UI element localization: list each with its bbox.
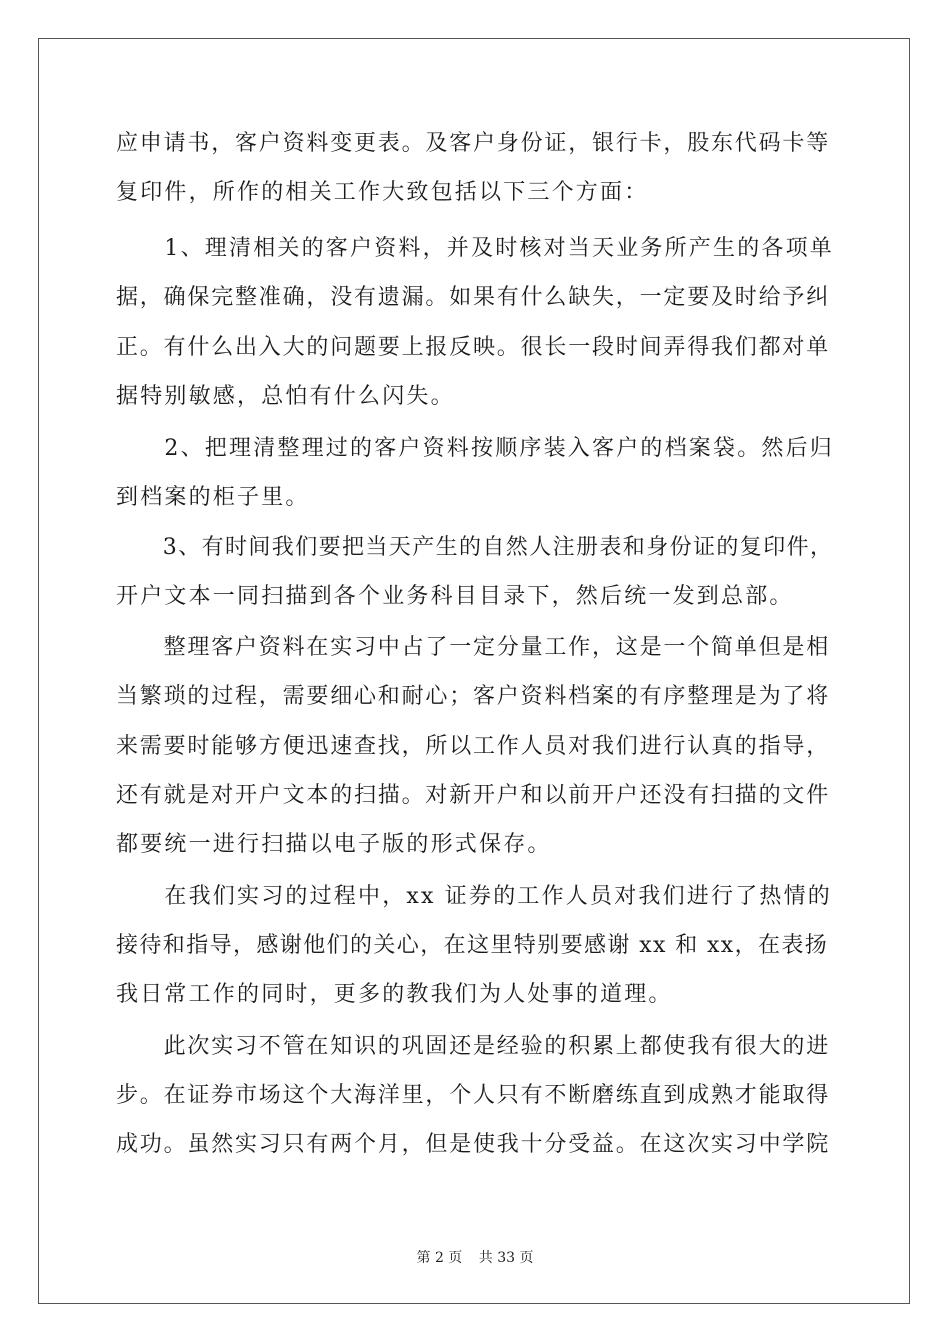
text-line: 成功。虽然实习只有两个月，但是使我十分受益。在这次实习中学院 (116, 1132, 831, 1157)
text-line: 此次实习不管在知识的巩固还是经验的积累上都使我有很大的进 (116, 1034, 831, 1059)
text-line: 接待和指导，感谢他们的关心，在这里特别要感谢 xx 和 xx，在表扬 (116, 933, 829, 958)
text-line: 1、理清相关的客户资料，并及时核对当天业务所产生的各项单 (116, 236, 834, 261)
text-line: 应申请书，客户资料变更表。及客户身份证，银行卡，股东代码卡等 (116, 131, 831, 156)
text-line: 整理客户资料在实习中占了一定分量工作，这是一个简单但是相 (116, 635, 831, 660)
text-line: 都要统一进行扫描以电子版的形式保存。 (116, 832, 552, 857)
text-line: 开户文本一同扫描到各个业务科目目录下，然后统一发到总部。 (116, 584, 794, 609)
text-line: 据，确保完整准确，没有遗漏。如果有什么缺失，一定要及时给予纠 (116, 285, 831, 310)
text-line: 步。在证券市场这个大海洋里，个人只有不断磨练直到成熟才能取得 (116, 1083, 831, 1108)
page-number: 第 2 页 (416, 1250, 463, 1266)
text-line: 复印件，所作的相关工作大致包括以下三个方面： (116, 180, 649, 205)
text-line: 2、把理清整理过的客户资料按顺序装入客户的档案袋。然后归 (116, 436, 834, 461)
text-line: 3、有时间我们要把当天产生的自然人注册表和身份证的复印件， (116, 535, 834, 560)
text-line: 还有就是对开户文本的扫描。对新开户和以前开户还没有扫描的文件 (116, 783, 831, 808)
text-line: 正。有什么出入大的问题要上报反映。很长一段时间弄得我们都对单 (116, 335, 831, 360)
page-footer (0, 1247, 950, 1267)
text-line: 来需要时能够方便迅速查找，所以工作人员对我们进行认真的指导， (116, 734, 831, 759)
text-line: 在我们实习的过程中，xx 证券的工作人员对我们进行了热情的 (116, 884, 833, 909)
text-line: 我日常工作的同时，更多的教我们为人处事的道理。 (116, 982, 673, 1007)
text-line: 据特别敏感，总怕有什么闪失。 (116, 384, 455, 409)
text-line: 到档案的柜子里。 (116, 485, 310, 510)
text-line: 当繁琐的过程，需要细心和耐心；客户资料档案的有序整理是为了将 (116, 684, 831, 709)
page-total: 共 33 页 (478, 1250, 534, 1266)
